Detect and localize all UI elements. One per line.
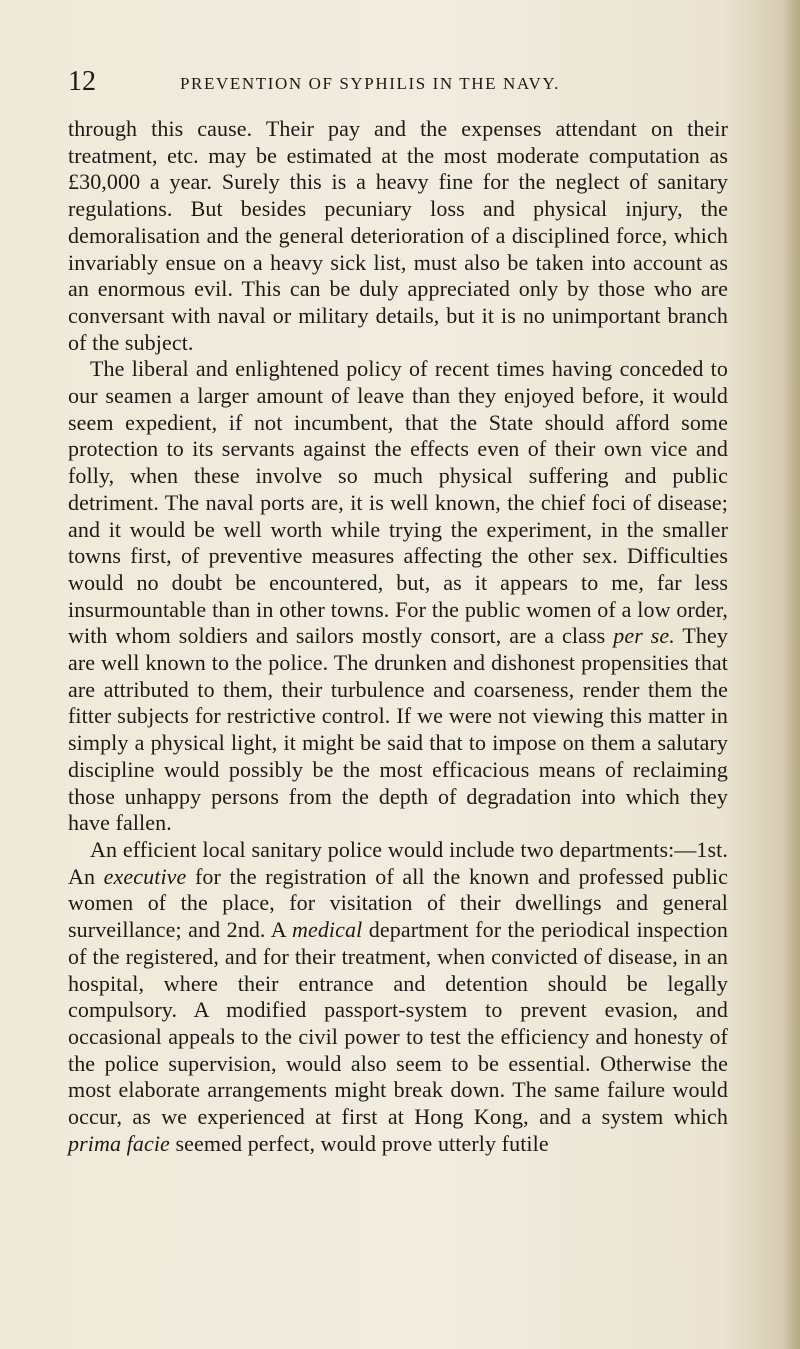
paragraph-1-text: through this cause. Their pay and the expenses attendant on their treatment, etc. may be estimated at the most moderate computation as £30,000 a year. Surely this is a heavy fine for the neglect of sanitary regulations. But besides pecuniary loss and physical injury, the demoralisation and the general deterioration of a disciplined force, which invariably ensue on a heavy sick list, must also be taken into account as an enormous evil. This can be duly appreciated only by those who are conversant with naval or military details, but it is no unimportant branch of the subject.	[68, 116, 728, 355]
paragraph-2-italic-a: per se.	[613, 623, 675, 649]
body-text	[68, 116, 728, 1157]
paragraph-2-text-a: The liberal and enlightened policy of recent times having conceded to our seamen a larger amount of leave than they enjoyed before, it would seem expedient, if not incumbent, that the State should afford some protection to its servants against the effects even of their own vice and folly, when these involve so much physical suffering and public detriment. The naval ports are, it is well known, the chief foci of disease; and it would be well worth while trying the experiment, in the smaller towns first, of preventive measures affecting the other sex. Difficulties would no doubt be encountered, but, as it appears to me, far less insurmountable than in other towns. For the public women of a low order, with whom soldiers and sailors mostly consort, are a class	[68, 356, 728, 649]
paragraph-3-italic-c: prima facie	[68, 1130, 170, 1156]
page-header	[68, 66, 728, 102]
paragraph-3-text-b: for the registration of all the known and professed public women of the place, for visitation of their dwellings and general surveillance; and 2nd. A	[68, 863, 728, 943]
running-title: PREVENTION OF SYPHILIS IN THE NAVY.	[180, 74, 560, 93]
paragraph-3-italic-b: medical	[291, 917, 363, 943]
page-edge-shadow	[784, 0, 800, 1349]
paragraph-1	[68, 116, 728, 356]
paragraph-3	[68, 837, 728, 1157]
paragraph-2-text-b: They are well known to the police. The drunken and dishonest propensities that are attributed to them, their turbulence and coarseness, render them the fitter subjects for restrictive control. If we were not viewing this matter in simply a physical light, it might be said that to impose on them a salutary discipline would possibly be the most efficacious means of reclaiming those unhappy persons from the depth of degradation into which they have fallen.	[68, 623, 728, 836]
paragraph-3-text-c: department for the periodical inspection of the registered, and for their treatment, when convicted of disease, in an hospital, where their entrance and detention should be legally compulsory. A modified passport-system to prevent evasion, and occasional appeals to the civil power to test the efficiency and honesty of the police supervision, would also seem to be essential. Otherwise the most elaborate arrangements might break down. The same failure would occur, as we experienced at first at Hong Kong, and a system which	[68, 917, 728, 1130]
paragraph-2	[68, 356, 728, 837]
page-number: 12	[68, 66, 96, 97]
paragraph-3-text-a: An efficient local sanitary police would include two departments:—1st. An	[68, 836, 728, 889]
paragraph-3-italic-a: executive	[103, 863, 187, 889]
paragraph-3-text-d: seemed perfect, would prove utterly futile	[169, 1130, 549, 1156]
